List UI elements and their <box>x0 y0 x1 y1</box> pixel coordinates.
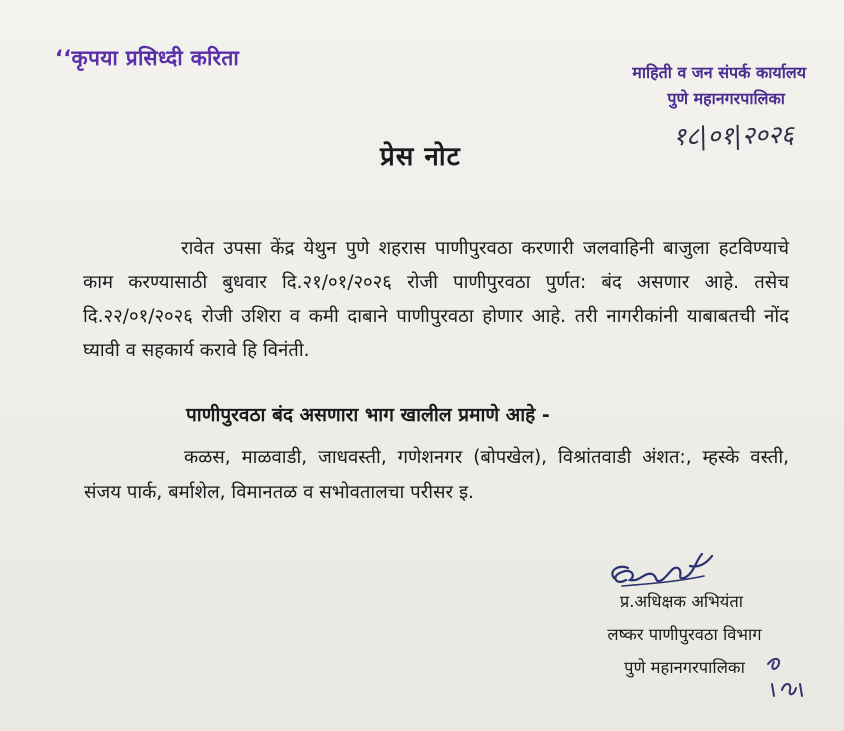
press-note-body <box>83 232 789 368</box>
affected-areas-heading: पाणीपुरवठा बंद असणारा भाग खालील प्रमाणे आहे - <box>186 404 550 426</box>
publication-note-stamp: ‘‘कृपया प्रसिध्दी करिता <box>55 46 240 70</box>
signatory-organization: पुणे महानगरपालिका <box>624 658 745 677</box>
office-stamp-line2: पुणे महानगरपालिका <box>667 89 785 108</box>
signatory-designation: प्र.अधिक्षक अभियंता <box>619 592 744 611</box>
handwritten-date: १८|०१|२०२६ <box>672 119 795 152</box>
signature-block <box>582 585 787 684</box>
main-paragraph: रावेत उपसा केंद्र येथुन पुणे शहरास पाणीपुरवठा करणारी जलवाहिनी बाजुला हटविण्याचे काम करण्यासाठी बुधवार दि.२१/०१/२०२६ रोजी पाणीपुरवठा पुर्णत: बंद असणार आहे. तसेच दि.२२/०१/२०२६ रोजी उशिरा व कमी दाबाने पाणीपुरवठा होणार आहे. तरी नागरीकांनी याबाबतची नोंद घ्यावी व सहकार्य करावे हि विनंती. <box>83 238 789 361</box>
office-stamp <box>632 60 806 112</box>
affected-areas-list: कळस, माळवाडी, जाधवस्ती, गणेशनगर (बोपखेल), विश्रांतवाडी अंशत:, म्हस्के वस्ती, संजय पार्क, बर्माशेल, विमानतळ व सभोवतालचा परीसर इ. <box>84 447 789 503</box>
office-stamp-line1: माहिती व जन संपर्क कार्यालय <box>632 63 806 82</box>
document-title: प्रेस नोट <box>380 142 461 172</box>
handwritten-margin-mark-icon <box>764 650 808 700</box>
signatory-department: लष्कर पाणीपुरवठा विभाग <box>607 625 762 644</box>
affected-areas-block <box>84 440 789 510</box>
